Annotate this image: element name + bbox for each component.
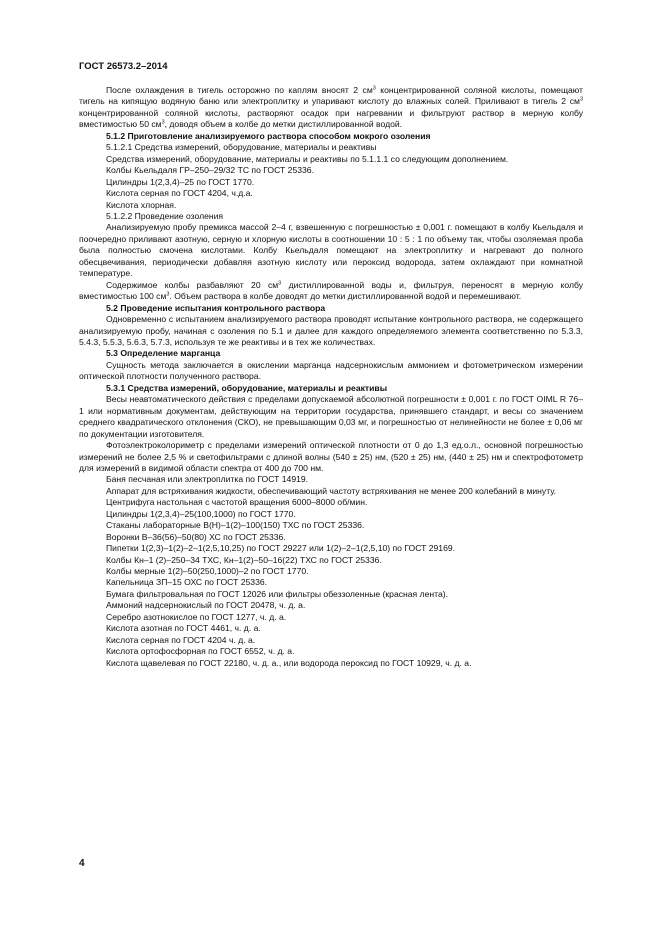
list-item: Аммоний надсернокислый по ГОСТ 20478, ч. д. а. — [106, 600, 306, 611]
list-item: Пипетки 1(2,3)–1(2)–2–1(2,5,10,25) по ГОСТ 29227 или 1(2)–2–1(2,5,10) по ГОСТ 29169. — [106, 543, 456, 554]
list-item: Баня песчаная или электроплитка по ГОСТ 14919. — [106, 474, 309, 485]
list-item: Колбы мерные 1(2)–50(250,1000)–2 по ГОСТ 1770. — [106, 566, 309, 577]
page-body — [79, 85, 583, 669]
list-item: Центрифуга настольная с частотой вращения 6000–8000 об/мин. — [106, 497, 368, 508]
list-item: Кислота ортофосфорная по ГОСТ 6552, ч. д. а. — [106, 646, 295, 657]
list-item: Серебро азотнокислое по ГОСТ 1277, ч. д. а. — [106, 611, 287, 622]
list-item: Кислота серная по ГОСТ 4204 ч. д. а. — [106, 634, 256, 645]
paragraph: Средства измерений, оборудование, материалы и реактивы по 5.1.1.1 со следующим дополнением. — [106, 153, 509, 164]
list-item: Капельница ЗП–15 ОХС по ГОСТ 25336. — [106, 577, 268, 588]
list-item: Кислота серная по ГОСТ 4204, ч.д.а. — [106, 188, 253, 199]
section-heading: 5.3 Определение марганца — [106, 348, 221, 359]
list-item: Воронки В–36(56)–50(80) ХС по ГОСТ 25336. — [106, 531, 286, 542]
list-item: Кислота щавелевая по ГОСТ 22180, ч. д. а., или водорода пероксид по ГОСТ 10929, ч. д. а. — [106, 657, 472, 668]
paragraph: Анализируемую пробу премикса массой 2–4 г, взвешенную с погрешностью ± 0,001 г. помещают в колбу Кьельдаля и поочередно приливают азотную, серную и хлорную кислоты в соотношении 10 : 5 : 1 по объему так, чтобы озоляемая проба была полностью смочена кислотами. Колбу Кьельдаля помещают на электроплитку и нагревают до полного обесцвечивания, периодически добавляя азотную кислоту или пероксид водорода, затем охлаждают при комнатной температуре. — [79, 222, 583, 279]
list-item: Цилиндры 1(2,3,4)–25(100,1000) по ГОСТ 1770. — [106, 508, 296, 519]
list-item: Кислота азотная по ГОСТ 4461, ч. д. а. — [106, 623, 261, 634]
subsection-heading: 5.1.2.1 Средства измерений, оборудование, материалы и реактивы — [106, 142, 377, 153]
paragraph: Одновременно с испытанием анализируемого раствора проводят испытание контрольного раствора, не содержащего анализируемую пробу, начиная с озоления по 5.1 и далее для каждого определяемого элемента соответственно по 5.3.3, 5.4.3, 5.5.3, 5.6.3, 5.7.3, используя те же реактивы и в тех же количествах. — [79, 314, 583, 347]
section-heading: 5.1.2 Приготовление анализируемого раствора способом мокрого озоления — [106, 130, 431, 141]
list-item: Бумага фильтровальная по ГОСТ 12026 или фильтры обеззоленные (красная лента). — [106, 588, 448, 599]
list-item: Цилиндры 1(2,3,4)–25 по ГОСТ 1770. — [106, 176, 255, 187]
list-item: Стаканы лабораторные В(Н)–1(2)–100(150) ТХС по ГОСТ 25336. — [106, 520, 365, 531]
paragraph: После охлаждения в тигель осторожно по каплям вносят 2 $см^3$ концентрированной соляной кислоты, помещают тигель на кипящую водяную баню или электроплитку и упаривают кислоту до влажных солей. Приливают в тигель 2 $см^3$ концентрированной соляной кислоты, растворяют осадок при нагревании и фильтруют раствор в мерную колбу вместимостью 50 $см^3$, доводя объем в колбе до метки дистиллированной водой. — [79, 85, 583, 130]
standard-header: ГОСТ 26573.2–2014 — [79, 61, 168, 72]
paragraph: Сущность метода заключается в окислении марганца надсернокислым аммонием и фотометрическом измерении оптической плотности полученного раствора. — [79, 359, 583, 382]
paragraph: Фотоэлектроколориметр с пределами измерений оптической плотности от 0 до 1,3 ед.о.л., основной погрешностью измерений не более 2,5 % и светофильтрами с длиной волны (540 ± 25) нм, (520 ± 25) нм, (440 ± 25) нм и спектрофотометр для измерений в видимой области спектра от 400 до 700 нм. — [79, 440, 583, 473]
section-heading: 5.3.1 Средства измерений, оборудование, материалы и реактивы — [106, 382, 388, 393]
subsection-heading: 5.1.2.2 Проведение озоления — [106, 210, 224, 221]
paragraph: Содержимое колбы разбавляют 20 $см^3$ дистиллированной воды и, фильтруя, переносят в мерную колбу вместимостью 100 $см^3$. Объем раствора в колбе доводят до метки дистиллированной водой и перемешивают. — [79, 279, 583, 302]
paragraph: Аппарат для встряхивания жидкости, обеспечивающий частоту встряхивания не менее 200 колебаний в минуту. — [106, 485, 557, 496]
list-item: Кислота хлорная. — [106, 199, 177, 210]
list-item: Колбы Кн–1 (2)–250–34 ТХС, Кн–1(2)–50–16(22) ТХС по ГОСТ 25336. — [106, 554, 382, 565]
paragraph: Весы неавтоматического действия с пределами допускаемой абсолютной погрешности ± 0,001 г. по ГОСТ OIML R 76–1 или нормативным документам, действующим на территории государства, принявшего стандарт, и весы со значением среднего квадратического отклонения (СКО), не превышающим 0,03 мг, и погрешностью от нелинейности не более ± 0,06 мг по документации изготовителя. — [79, 394, 583, 439]
section-heading: 5.2 Проведение испытания контрольного раствора — [106, 302, 326, 313]
list-item: Колбы Кьельдаля ГР–250–29/32 ТС по ГОСТ 25336. — [106, 165, 314, 176]
page-number: 4 — [79, 858, 85, 869]
